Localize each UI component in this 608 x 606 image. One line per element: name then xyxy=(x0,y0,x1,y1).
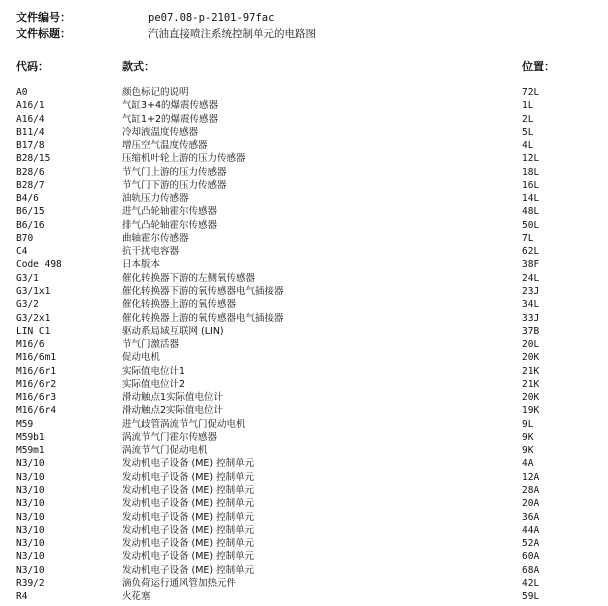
row-model: 颜色标记的说明 xyxy=(122,87,189,98)
row-position: 14L xyxy=(522,193,540,205)
row-position: 18L xyxy=(522,166,540,178)
row-position: 23J xyxy=(522,285,540,297)
row-model: 进气歧管涡流节气门促动电机 xyxy=(122,418,246,430)
row-code: M16/6r2 xyxy=(16,378,57,390)
table-row xyxy=(0,590,608,603)
row-code: B6/16 xyxy=(16,219,45,231)
row-position: 20A xyxy=(522,498,540,510)
row-position: 7L xyxy=(522,232,534,244)
row-position: 34L xyxy=(522,299,540,311)
table-row xyxy=(0,258,608,271)
row-model: 实际值电位计2 xyxy=(122,378,186,390)
row-position: 19K xyxy=(522,405,540,417)
table-row xyxy=(0,325,608,338)
table-row xyxy=(0,550,608,563)
row-code: N3/10 xyxy=(16,538,45,550)
row-code: G3/2 xyxy=(16,299,39,311)
row-model: 油轨压力传感器 xyxy=(122,193,189,205)
row-position: 68A xyxy=(522,564,540,576)
row-position: 33J xyxy=(522,312,540,324)
row-model: 气缸1+2的爆震传感器 xyxy=(122,113,219,125)
row-code: N3/10 xyxy=(16,524,45,536)
row-model: 抗干扰电容器 xyxy=(122,246,180,258)
table-row xyxy=(0,285,608,298)
header-code: 代码： xyxy=(16,60,49,73)
header-model: 款式： xyxy=(122,60,155,73)
row-code: B6/15 xyxy=(16,206,45,218)
row-model: 滴负荷运行通风管加热元件 xyxy=(122,577,237,589)
doc-number-label: 文件编号： xyxy=(16,11,71,24)
table-row xyxy=(0,365,608,378)
row-model: 发动机电子设备 (ME) 控制单元 xyxy=(122,524,255,536)
row-code: M59b1 xyxy=(16,431,45,443)
row-model: 气缸3+4的爆震传感器 xyxy=(122,100,219,112)
row-position: 20L xyxy=(522,339,540,351)
row-code: A16/4 xyxy=(16,113,45,125)
row-model: 催化转换器上游的氧传感器电气插接器 xyxy=(122,312,284,324)
table-row xyxy=(0,577,608,590)
row-model: 进气凸轮轴霍尔传感器 xyxy=(122,206,218,218)
row-position: 59L xyxy=(522,591,540,603)
table-row xyxy=(0,126,608,139)
table-row xyxy=(0,139,608,152)
header-position: 位置： xyxy=(522,60,555,73)
row-position: 4A xyxy=(522,458,534,470)
row-position: 9K xyxy=(522,445,534,457)
row-position: 21K xyxy=(522,378,540,390)
table-row xyxy=(0,99,608,112)
row-model: 实际值电位计1 xyxy=(122,365,186,377)
row-model: 涡流节气门促动电机 xyxy=(122,445,208,457)
row-model: 发动机电子设备 (ME) 控制单元 xyxy=(122,538,255,550)
row-position: 48L xyxy=(522,206,540,218)
row-model: 节气门上游的压力传感器 xyxy=(122,166,227,178)
row-position: 12L xyxy=(522,153,540,165)
table-row xyxy=(0,391,608,404)
row-model: 滑动触点1实际值电位计 xyxy=(122,392,224,404)
row-position: 21K xyxy=(522,365,540,377)
table-row xyxy=(0,245,608,258)
row-model: 促动电机 xyxy=(122,352,161,364)
row-position: 36A xyxy=(522,511,540,523)
row-position: 24L xyxy=(522,272,540,284)
row-model: 节气门下游的压力传感器 xyxy=(122,179,227,191)
row-model: 压缩机叶轮上游的压力传感器 xyxy=(122,153,246,165)
row-position: 16L xyxy=(522,179,540,191)
row-position: 42L xyxy=(522,577,540,589)
row-position: 72L xyxy=(522,87,540,98)
row-code: A16/1 xyxy=(16,100,45,112)
table-row xyxy=(0,86,608,99)
row-position: 9L xyxy=(522,418,534,430)
row-code: N3/10 xyxy=(16,498,45,510)
row-model: 滑动触点2实际值电位计 xyxy=(122,405,224,417)
row-model: 冷却液温度传感器 xyxy=(122,126,199,138)
doc-title-value: 汽油直接喷注系统控制单元的电路图 xyxy=(148,28,316,40)
table-row xyxy=(0,179,608,192)
table-row xyxy=(0,457,608,470)
row-position: 50L xyxy=(522,219,540,231)
component-table xyxy=(0,86,608,603)
row-position: 9K xyxy=(522,431,534,443)
table-row xyxy=(0,378,608,391)
row-position: 2L xyxy=(522,113,534,125)
row-position: 12A xyxy=(522,471,540,483)
table-row xyxy=(0,166,608,179)
row-model: 曲轴霍尔传感器 xyxy=(122,232,189,244)
row-model: 催化转换器下游的氧传感器电气插接器 xyxy=(122,285,284,297)
row-code: G3/1x1 xyxy=(16,285,51,297)
row-position: 37B xyxy=(522,325,540,337)
table-row xyxy=(0,524,608,537)
row-position: 28A xyxy=(522,484,540,496)
row-code: B4/6 xyxy=(16,193,39,205)
row-code: B17/8 xyxy=(16,140,45,152)
row-code: M59 xyxy=(16,418,34,430)
row-model: 发动机电子设备 (ME) 控制单元 xyxy=(122,471,255,483)
row-code: M16/6 xyxy=(16,339,45,351)
row-code: Code 498 xyxy=(16,259,62,271)
row-position: 44A xyxy=(522,524,540,536)
row-model: 发动机电子设备 (ME) 控制单元 xyxy=(122,564,255,576)
table-row xyxy=(0,312,608,325)
table-row xyxy=(0,219,608,232)
row-code: N3/10 xyxy=(16,511,45,523)
row-position: 60A xyxy=(522,551,540,563)
table-row xyxy=(0,272,608,285)
row-position: 62L xyxy=(522,246,540,258)
row-code: B28/15 xyxy=(16,153,51,165)
row-model: 排气凸轮轴霍尔传感器 xyxy=(122,219,218,231)
row-model: 驱动系局域互联网 (LIN) xyxy=(122,325,224,337)
row-code: B28/6 xyxy=(16,166,45,178)
table-row xyxy=(0,471,608,484)
table-row xyxy=(0,564,608,577)
row-model: 催化转换器下游的左侧氧传感器 xyxy=(122,272,256,284)
row-model: 催化转换器上游的氧传感器 xyxy=(122,299,237,311)
row-model: 节气门激活器 xyxy=(122,339,180,351)
table-row xyxy=(0,537,608,550)
row-code: M16/6r4 xyxy=(16,405,57,417)
table-row xyxy=(0,338,608,351)
table-row xyxy=(0,444,608,457)
row-code: N3/10 xyxy=(16,484,45,496)
table-row xyxy=(0,113,608,126)
row-code: N3/10 xyxy=(16,458,45,470)
table-row xyxy=(0,192,608,205)
row-code: LIN C1 xyxy=(16,325,51,337)
row-position: 5L xyxy=(522,126,534,138)
row-code: N3/10 xyxy=(16,471,45,483)
row-position: 38F xyxy=(522,259,540,271)
table-row xyxy=(0,484,608,497)
table-row xyxy=(0,351,608,364)
row-position: 20K xyxy=(522,392,540,404)
table-row xyxy=(0,205,608,218)
row-code: N3/10 xyxy=(16,564,45,576)
doc-number-value: pe07.08-p-2101-97fac xyxy=(148,12,275,24)
row-position: 52A xyxy=(522,538,540,550)
row-position: 20K xyxy=(522,352,540,364)
row-position: 1L xyxy=(522,100,534,112)
table-row xyxy=(0,418,608,431)
row-code: R39/2 xyxy=(16,577,45,589)
row-code: M59m1 xyxy=(16,445,45,457)
row-model: 火花塞 xyxy=(122,591,151,603)
table-row xyxy=(0,152,608,165)
row-code: M16/6r1 xyxy=(16,365,57,377)
row-code: C4 xyxy=(16,246,28,258)
table-row xyxy=(0,511,608,524)
row-model: 发动机电子设备 (ME) 控制单元 xyxy=(122,498,255,510)
row-model: 日本版本 xyxy=(122,259,161,271)
row-model: 发动机电子设备 (ME) 控制单元 xyxy=(122,511,255,523)
row-code: B70 xyxy=(16,232,34,244)
row-model: 涡流节气门霍尔传感器 xyxy=(122,431,218,443)
row-code: N3/10 xyxy=(16,551,45,563)
row-code: M16/6m1 xyxy=(16,352,57,364)
row-code: R4 xyxy=(16,591,28,603)
row-code: M16/6r3 xyxy=(16,392,57,404)
row-code: B28/7 xyxy=(16,179,45,191)
row-code: G3/2x1 xyxy=(16,312,51,324)
row-position: 4L xyxy=(522,140,534,152)
table-row xyxy=(0,431,608,444)
table-row xyxy=(0,404,608,417)
row-model: 增压空气温度传感器 xyxy=(122,140,208,152)
row-code: A0 xyxy=(16,87,28,98)
row-model: 发动机电子设备 (ME) 控制单元 xyxy=(122,484,255,496)
row-code: G3/1 xyxy=(16,272,39,284)
table-row xyxy=(0,497,608,510)
doc-title-label: 文件标题： xyxy=(16,27,71,40)
row-model: 发动机电子设备 (ME) 控制单元 xyxy=(122,458,255,470)
row-code: B11/4 xyxy=(16,126,45,138)
row-model: 发动机电子设备 (ME) 控制单元 xyxy=(122,551,255,563)
table-row xyxy=(0,298,608,311)
table-row xyxy=(0,232,608,245)
